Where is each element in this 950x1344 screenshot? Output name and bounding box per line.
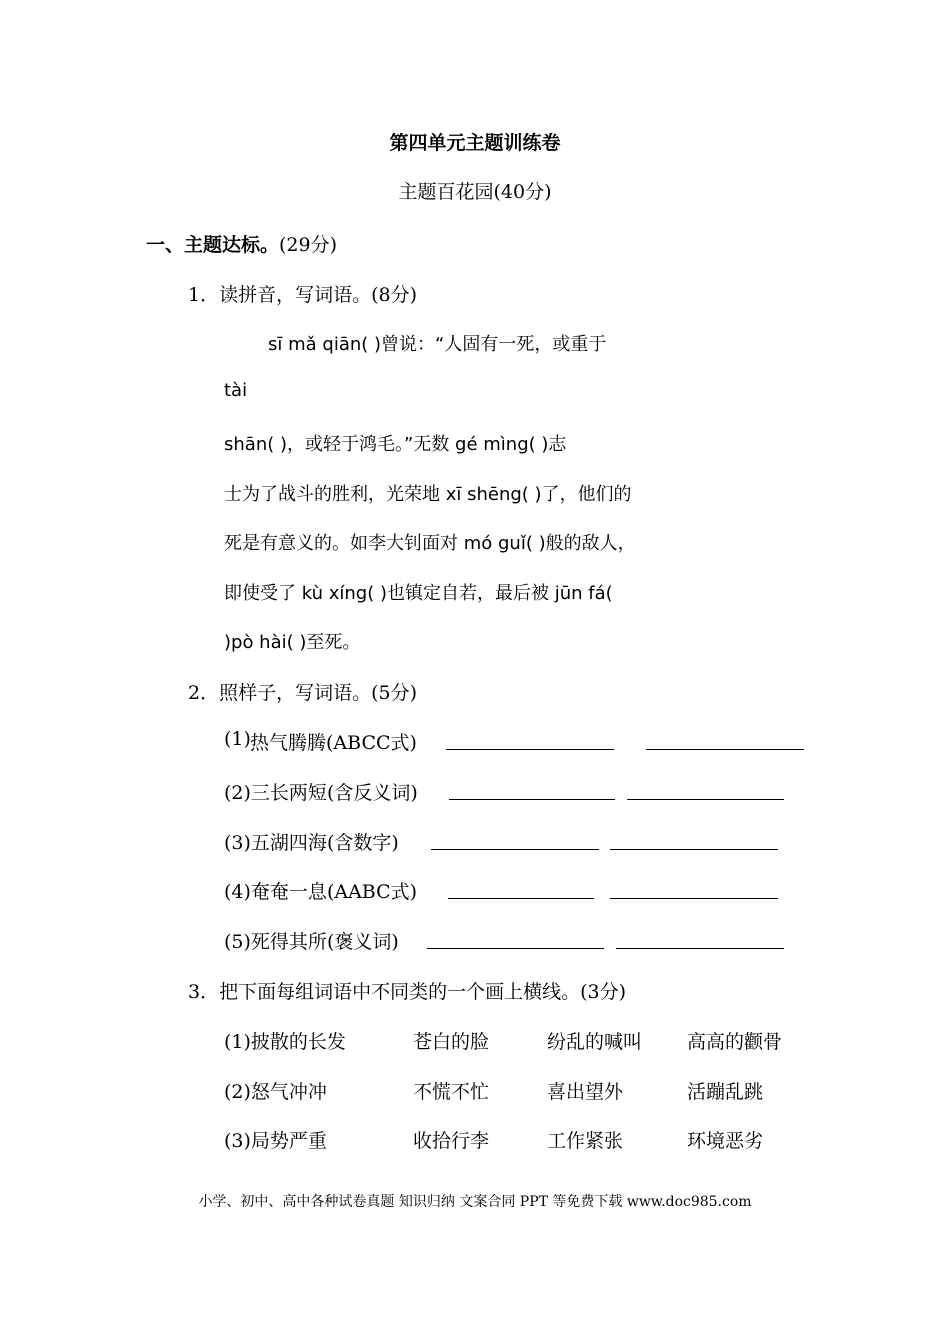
answer-blank[interactable]: [431, 831, 599, 850]
page-footer: 小学、初中、高中各种试卷真题 知识归纳 文案合同 PPT 等免费下载 www.doc985.com: [198, 1194, 752, 1210]
page-title: 第四单元主题训练卷: [389, 132, 561, 154]
item-note: (含反义词): [326, 782, 418, 804]
word-option[interactable]: 不慌不忙: [413, 1081, 490, 1103]
question-1-line: )pò hài( )至死。: [224, 632, 361, 653]
answer-blank[interactable]: [627, 781, 784, 800]
answer-blank[interactable]: [448, 880, 594, 899]
question-1-line: shān( )，或轻于鸿毛。”无数 gé mìng( )志: [224, 434, 567, 455]
word-option[interactable]: 工作紧张: [547, 1130, 624, 1152]
answer-blank[interactable]: [610, 880, 778, 899]
item-note: (褒义词): [326, 931, 399, 953]
item-word: 死得其所: [250, 931, 327, 953]
item-word: 五湖四海: [250, 832, 327, 854]
answer-blank[interactable]: [646, 731, 804, 750]
question-2-item: [224, 927, 399, 954]
question-2-heading: 2．照样子，写词语。(5分): [188, 682, 418, 704]
item-note: (含数字): [326, 832, 399, 854]
question-1-line: 士为了战斗的胜利，光荣地 xī shēng( )了，他们的: [224, 484, 632, 505]
item-number: (1): [224, 728, 251, 750]
answer-blank[interactable]: [449, 781, 615, 800]
answer-blank[interactable]: [616, 930, 784, 949]
word-option[interactable]: 环境恶劣: [687, 1130, 764, 1152]
item-number: (2): [224, 782, 251, 804]
question-2-item: [224, 828, 399, 855]
word-option[interactable]: (3)局势严重: [224, 1130, 327, 1152]
word-option[interactable]: 高高的颧骨: [687, 1031, 783, 1053]
question-1-line: sī mǎ qiān( )曾说：“人固有一死，或重于: [268, 334, 607, 355]
question-3-heading: 3．把下面每组词语中不同类的一个画上横线。(3分): [188, 981, 627, 1003]
answer-blank[interactable]: [610, 831, 778, 850]
question-1-heading: 1．读拼音，写词语。(8分): [188, 284, 418, 306]
word-option[interactable]: (2)怒气冲冲: [224, 1081, 327, 1103]
question-2-item: [224, 778, 418, 805]
answer-blank[interactable]: [446, 731, 614, 750]
item-number: (4): [224, 881, 251, 903]
word-option[interactable]: 喜出望外: [547, 1081, 624, 1103]
word-option[interactable]: 活蹦乱跳: [687, 1081, 764, 1103]
word-option[interactable]: (1)披散的长发: [224, 1031, 346, 1053]
answer-blank[interactable]: [427, 930, 604, 949]
word-option[interactable]: 苍白的脸: [413, 1031, 490, 1053]
question-1-line: tài: [224, 380, 248, 401]
section-1-heading: [146, 230, 337, 257]
question-1-line: 死是有意义的。如李大钊面对 mó guǐ( )般的敌人，: [224, 533, 636, 554]
question-2-item: [224, 877, 417, 904]
question-1-line: 即使受了 kù xíng( )也镇定自若，最后被 jūn fá(: [224, 583, 613, 604]
word-option[interactable]: 收拾行李: [413, 1130, 490, 1152]
question-2-item: [224, 728, 251, 750]
page-subtitle: 主题百花园(40分): [398, 181, 552, 203]
item-word: 热气腾腾: [250, 732, 327, 754]
question-2-item-text: [250, 728, 417, 755]
item-note: (ABCC式): [326, 732, 417, 754]
item-word: 奄奄一息: [250, 881, 327, 903]
section-1-points: (29分): [279, 234, 338, 256]
word-option[interactable]: 纷乱的喊叫: [547, 1031, 643, 1053]
item-number: (3): [224, 832, 251, 854]
section-1-label: 一、主题达标。: [146, 234, 280, 256]
item-word: 三长两短: [250, 782, 327, 804]
item-number: (5): [224, 931, 251, 953]
item-note: (AABC式): [326, 881, 418, 903]
